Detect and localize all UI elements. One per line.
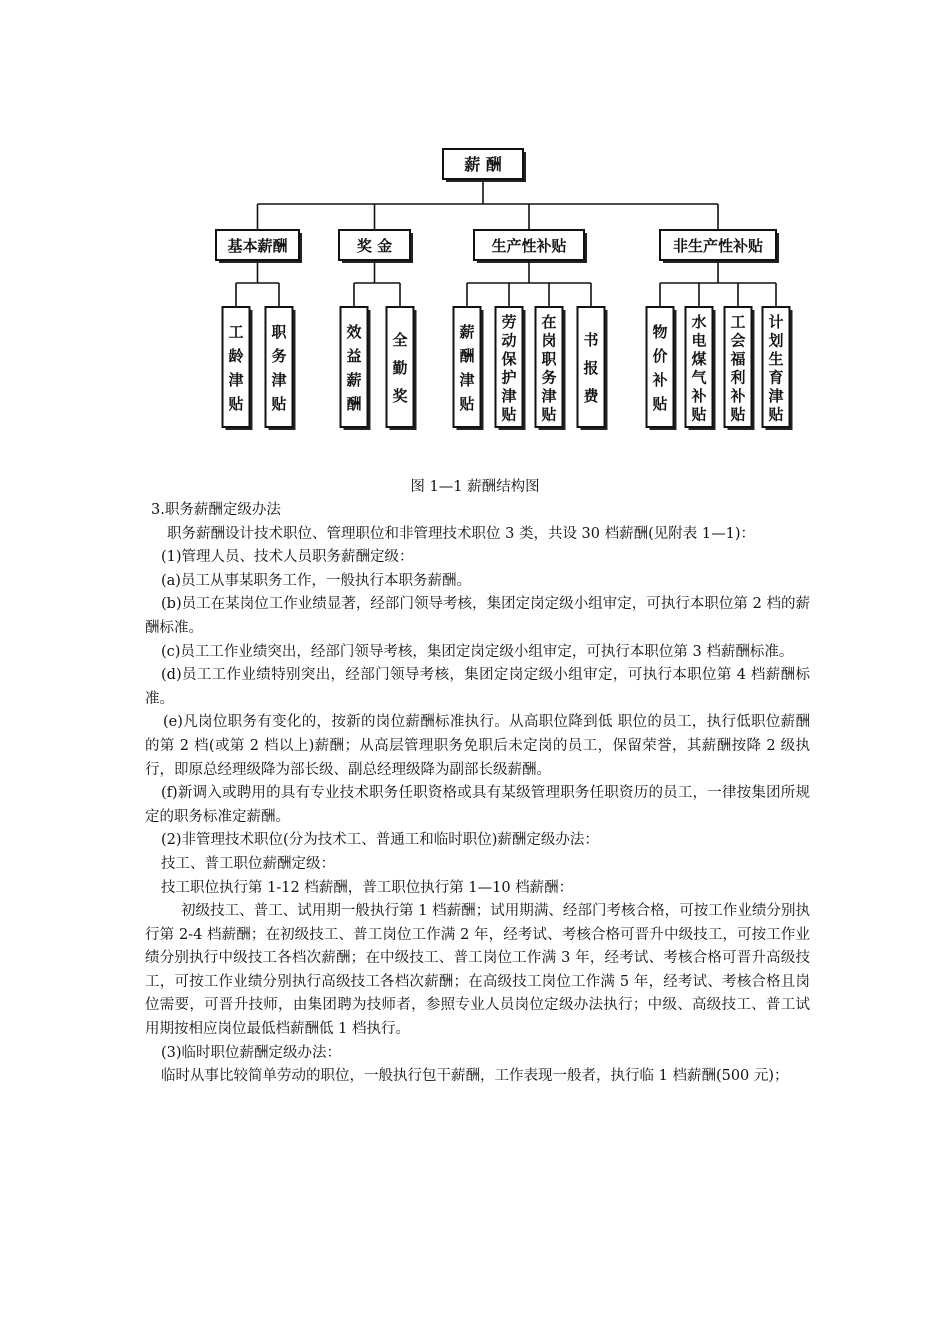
paragraph: (e)凡岗位职务有变化的，按新的岗位薪酬标准执行。从高职位降到低 职位的员工，执行低职位薪酬的第 2 档(或第 2 档以上)薪酬；从高层管理职务免职后未定岗的员工，保留荣誉，其薪酬按降 2 级执行，即原总经理级降为部长级、副总经理级降为副部长级薪酬。 [145, 714, 810, 778]
subcategory-label: 工会福利补贴 [730, 312, 746, 424]
subcategory-label: 书报费 [583, 331, 599, 405]
subcategory-label: 工龄津贴 [228, 323, 244, 413]
paragraph: 技工、普工职位薪酬定级： [161, 855, 335, 872]
subcategory-node [647, 307, 677, 430]
salary-structure-chart [0, 0, 950, 470]
subcategory-node [223, 307, 253, 430]
root-label: 薪 酬 [464, 155, 502, 174]
subcategory-label: 全勤奖 [392, 331, 408, 405]
paragraph: (2)非管理技术职位(分为技术工、普通工和临时职位)薪酬定级办法： [161, 832, 599, 849]
subcategory-label: 职务津贴 [271, 323, 287, 413]
paragraph: (c)员工工作业绩突出，经部门领导考核，集团定岗定级小组审定，可执行本职位第 3 档薪酬标准。 [161, 643, 794, 660]
subcategory-node [496, 307, 526, 430]
category-node [339, 230, 413, 263]
paragraph: (d)员工工作业绩特别突出，经部门领导考核，集团定岗定级小组审定，可执行本职位第 4 档薪酬标准。 [145, 667, 810, 707]
root-node [443, 149, 526, 182]
paragraph: (b)员工在某岗位工作业绩显著，经部门领导考核，集团定岗定级小组审定，可执行本职位第 2 档的薪酬标准。 [145, 596, 810, 636]
subcategory-node [686, 307, 716, 430]
category-node [660, 230, 779, 263]
category-label: 生产性补贴 [491, 237, 567, 255]
paragraph: (f)新调入或聘用的具有专业技术职务任职资格或具有某级管理职务任职资历的员工，一律按集团所规定的职务标准定薪酬。 [145, 785, 810, 825]
body-text [145, 499, 810, 1089]
category-label: 非生产性补贴 [672, 237, 764, 255]
subcategory-node [387, 307, 417, 430]
paragraph: 3.职务薪酬定级办法 [151, 502, 281, 518]
subcategory-node [341, 307, 371, 430]
subcategory-label: 在岗职务津贴 [541, 312, 557, 424]
paragraph: (1)管理人员、技术人员职务薪酬定级： [161, 549, 414, 566]
paragraph: 临时从事比较简单劳动的职位，一般执行包干薪酬，工作表现一般者，执行临 1 档薪酬(500 元)； [161, 1068, 789, 1085]
paragraph: 技工职位执行第 1-12 档薪酬，普工职位执行第 1—10 档薪酬： [161, 879, 574, 896]
subcategory-node [454, 307, 484, 430]
category-node [216, 230, 302, 263]
paragraph: (3)临时职位薪酬定级办法： [161, 1044, 342, 1061]
category-label: 基本薪酬 [227, 237, 288, 255]
subcategory-node [763, 307, 793, 430]
subcategory-label: 水电煤气补贴 [691, 312, 707, 424]
category-label: 奖 金 [356, 237, 393, 255]
subcategory-label: 薪酬津贴 [459, 323, 475, 413]
subcategory-label: 劳动保护津贴 [501, 312, 517, 424]
subcategory-label: 效益薪酬 [346, 323, 362, 413]
subcategory-node [578, 307, 608, 430]
figure-caption: 图 1—1 薪酬结构图 [410, 479, 540, 495]
subcategory-node [266, 307, 296, 430]
subcategory-label: 计划生育津贴 [768, 312, 784, 424]
paragraph: 职务薪酬设计技术职位、管理职位和非管理技术职位 3 类，共设 30 档薪酬(见附表 1—1)： [167, 525, 755, 542]
subcategory-label: 物价补贴 [652, 323, 668, 413]
paragraph: (a)员工从事某职务工作，一般执行本职务薪酬。 [161, 572, 471, 589]
paragraph: 初级技工、普工、试用期一般执行第 1 档薪酬；试用期满、经部门考核合格，可按工作业绩分别执行第 2-4 档薪酬；在初级技工、普工岗位工作满 2 年，经考试、考核合格可晋升中级技工，可按工作业绩分别执行中级技工各档次薪酬；在中级技工、普工岗位工作满 3 年，经考试、考核合格可晋升高级技工，可按工作业绩分别执行高级技工各档次薪酬；在高级技工岗位工作满 5 年，经考试、考核合格且岗位需要，可晋升技师，由集团聘为技师者，参照专业人员岗位定级办法执行；中级、高级技工、普工试用期按相应岗位最低档薪酬低 1 档执行。 [145, 903, 810, 1038]
subcategory-node [725, 307, 755, 430]
category-node [474, 230, 587, 263]
subcategory-node [536, 307, 566, 430]
